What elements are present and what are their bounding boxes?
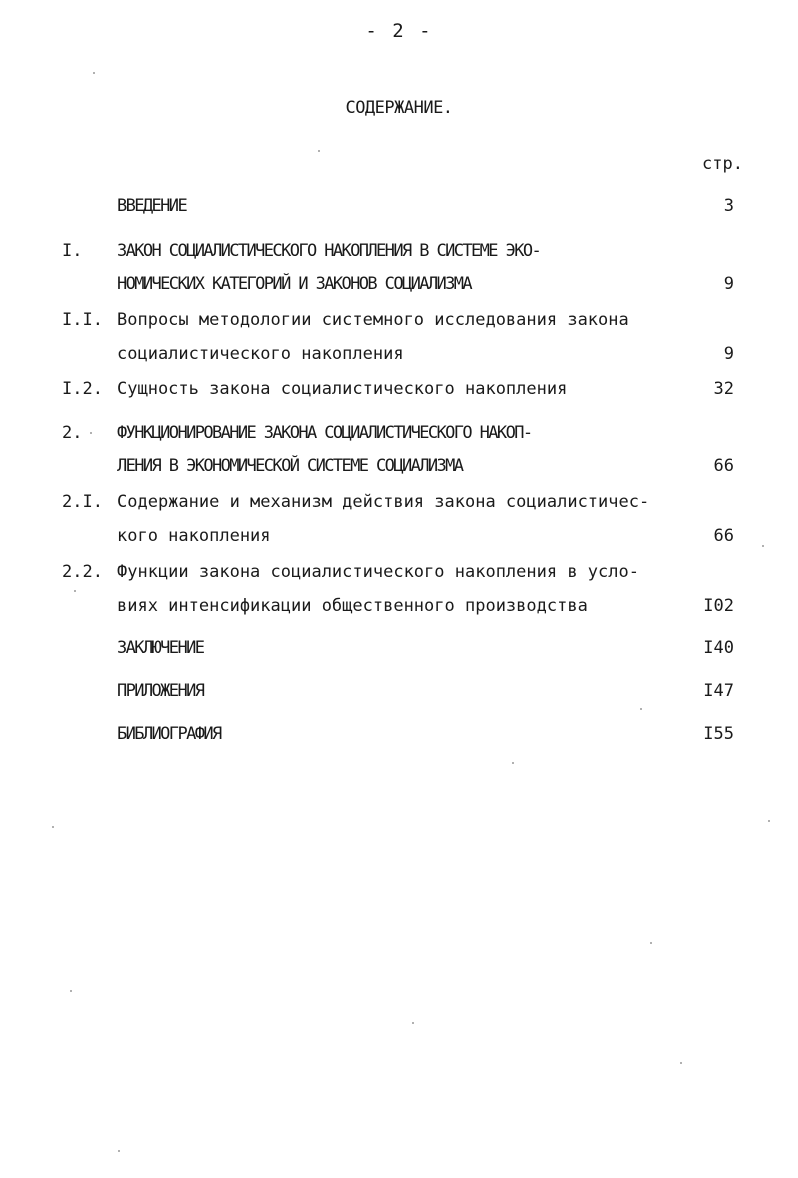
toc-entry-page: 32 <box>713 379 734 399</box>
toc-entry-text: социалистического накопления <box>117 344 404 364</box>
toc-entry-number: I.2. <box>62 379 103 399</box>
toc-entry-text: ЛЕНИЯ В ЭКОНОМИЧЕСКОЙ СИСТЕМЕ СОЦИАЛИЗМА <box>117 456 463 476</box>
page-column-header: стр. <box>702 154 743 174</box>
toc-entry-page: 3 <box>723 196 734 216</box>
scan-speck <box>680 1062 682 1064</box>
scan-speck <box>768 820 770 822</box>
scan-speck <box>512 762 514 764</box>
toc-entry-text: Содержание и механизм действия закона социалистичес- <box>117 492 650 512</box>
scan-speck <box>650 942 652 944</box>
toc-entry-text: ЗАКЛЮЧЕНИЕ <box>117 638 204 658</box>
toc-entry-text: ФУНКЦИОНИРОВАНИЕ ЗАКОНА СОЦИАЛИСТИЧЕСКОГО НАКОП- <box>117 423 532 443</box>
toc-entry-text: НОМИЧЕСКИХ КАТЕГОРИЙ И ЗАКОНОВ СОЦИАЛИЗМА <box>117 274 472 294</box>
toc-entry-text: БИБЛИОГРАФИЯ <box>117 724 221 744</box>
toc-entry-page: 9 <box>723 344 734 364</box>
toc-entry-number: 2.I. <box>62 492 103 512</box>
toc-entry-text: кого накопления <box>117 526 271 546</box>
toc-entry-page: I40 <box>703 638 734 658</box>
toc-entry-page: 66 <box>713 456 734 476</box>
toc-entry-page: 9 <box>723 274 734 294</box>
scan-speck <box>640 708 642 710</box>
scan-speck <box>70 990 72 992</box>
scan-speck <box>74 590 76 592</box>
toc-entry-page: I02 <box>703 596 734 616</box>
scan-speck <box>762 545 764 547</box>
toc-entry-text: ПРИЛОЖЕНИЯ <box>117 681 204 701</box>
toc-entry-text: Вопросы методологии системного исследования закона <box>117 310 629 330</box>
toc-entry-number: I. <box>62 241 83 261</box>
toc-entry-text: ВВЕДЕНИЕ <box>117 196 187 216</box>
toc-entry-number: 2. <box>62 423 83 443</box>
toc-entry-text: Сущность закона социалистического накопления <box>117 379 568 399</box>
toc-entry-number: 2.2. <box>62 562 103 582</box>
page-number: - 2 - <box>365 20 433 42</box>
toc-entry-page: I47 <box>703 681 734 701</box>
scan-speck <box>52 826 54 828</box>
toc-entry-text: ЗАКОН СОЦИАЛИСТИЧЕСКОГО НАКОПЛЕНИЯ В СИСТЕМЕ ЭКО- <box>117 241 541 261</box>
scan-speck <box>118 1150 120 1152</box>
toc-entry-text: Функции закона социалистического накопления в усло- <box>117 562 639 582</box>
scan-speck <box>412 1022 414 1024</box>
toc-entry-text: виях интенсификации общественного производства <box>117 596 588 616</box>
toc-entry-number: I.I. <box>62 310 103 330</box>
toc-title: СОДЕРЖАНИЕ. <box>345 98 453 118</box>
toc-entry-page: 66 <box>713 526 734 546</box>
toc-entry-page: I55 <box>703 724 734 744</box>
scan-speck <box>318 150 320 152</box>
scan-speck <box>90 432 92 434</box>
scan-speck <box>93 72 95 74</box>
